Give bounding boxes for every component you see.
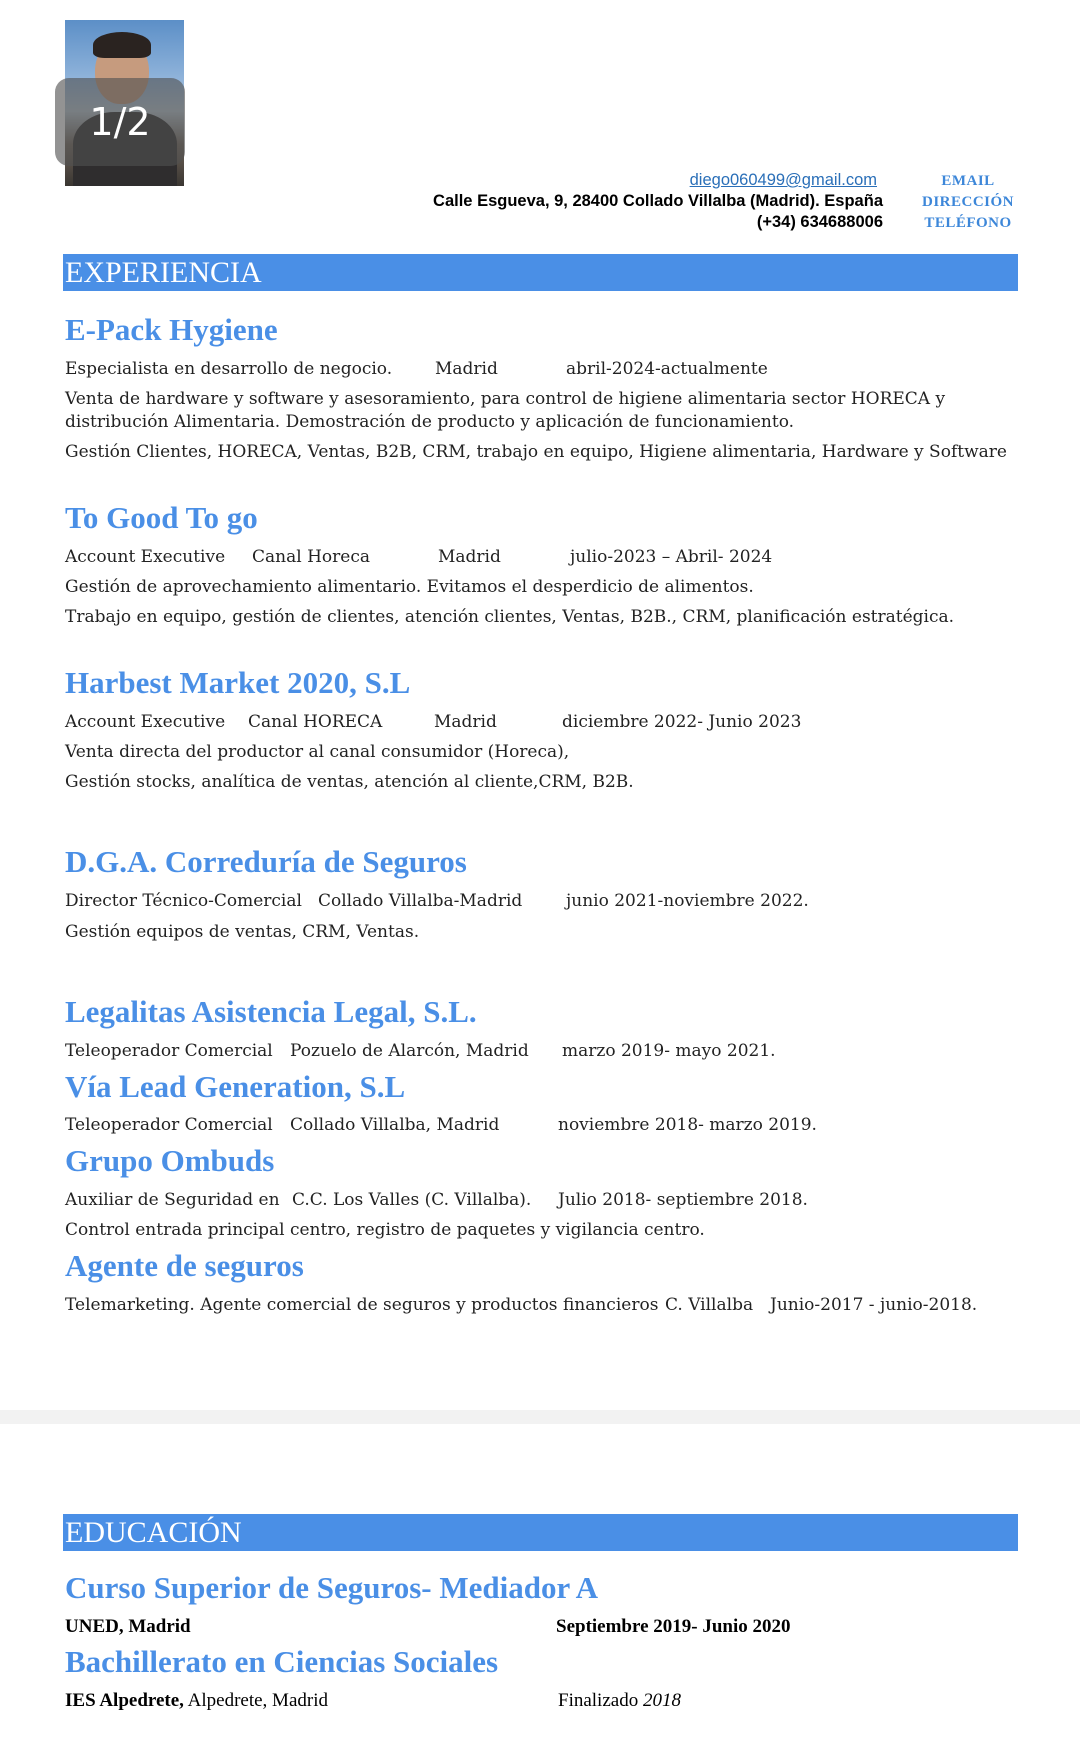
- phone-label: TELÉFONO: [924, 215, 1012, 231]
- phone-value: (+34) 634688006: [756, 213, 883, 231]
- job-location: Collado Villalba-Madrid: [318, 891, 523, 911]
- education-institution: IES Alpedrete,: [65, 1690, 184, 1711]
- email-label: EMAIL: [941, 173, 995, 189]
- education-place: Alpedrete, Madrid: [187, 1690, 328, 1711]
- job-description: Gestión de aprovechamiento alimentario. Evitamos el desperdicio de alimentos.: [65, 577, 754, 597]
- job-dates: noviembre 2018- marzo 2019.: [558, 1115, 817, 1135]
- education-dates: Septiembre 2019- Junio 2020: [556, 1616, 791, 1637]
- job-dates: junio 2021-noviembre 2022.: [566, 891, 809, 911]
- job-title: To Good To go: [65, 500, 258, 535]
- address-value: Calle Esgueva, 9, 28400 Collado Villalba (Madrid). España: [433, 192, 883, 210]
- job-description: Venta directa del productor al canal consumidor (Horeca),: [65, 742, 570, 762]
- job-role: Director Técnico-Comercial: [65, 891, 302, 911]
- job-title: Harbest Market 2020, S.L: [65, 665, 411, 700]
- job-role: Telemarketing. Agente comercial de seguros y productos financieros: [65, 1295, 659, 1315]
- job-location: Madrid: [438, 547, 501, 567]
- job-title: Agente de seguros: [65, 1248, 304, 1283]
- page-2: [0, 1424, 1080, 1762]
- job-dates: Julio 2018- septiembre 2018.: [558, 1190, 808, 1210]
- contact-values: [433, 170, 883, 233]
- job-skills: Gestión stocks, analítica de ventas, atención al cliente,CRM, B2B.: [65, 772, 634, 792]
- education-title: Bachillerato en Ciencias Sociales: [65, 1644, 499, 1679]
- email-link[interactable]: diego060499@gmail.com: [689, 171, 877, 189]
- job-skills: Gestión equipos de ventas, CRM, Ventas.: [65, 922, 420, 942]
- job-channel: Canal HORECA: [248, 712, 383, 732]
- job-role: Teleoperador Comercial: [65, 1115, 273, 1135]
- job-location: C. Villalba: [665, 1295, 754, 1315]
- address-label: DIRECCIÓN: [921, 194, 1014, 210]
- job-role: Especialista en desarrollo de negocio.: [65, 359, 393, 379]
- job-dates: abril-2024-actualmente: [566, 359, 768, 379]
- job-skills: Trabajo en equipo, gestión de clientes, atención clientes, Ventas, B2B., CRM, planificación estratégica.: [65, 607, 955, 627]
- job-location: Pozuelo de Alarcón, Madrid: [290, 1041, 529, 1061]
- job-dates: diciembre 2022- Junio 2023: [562, 712, 802, 732]
- job-role: Account Executive: [65, 547, 226, 567]
- job-title: D.G.A. Correduría de Seguros: [65, 844, 467, 879]
- job-dates: Junio-2017 - junio-2018.: [770, 1295, 978, 1315]
- education-year: 2018: [642, 1690, 681, 1711]
- job-title: Grupo Ombuds: [65, 1143, 275, 1178]
- job-title: Vía Lead Generation, S.L: [65, 1069, 406, 1104]
- job-location: Madrid: [435, 359, 498, 379]
- job-location: C.C. Los Valles (C. Villalba).: [292, 1190, 532, 1210]
- job-skills: Gestión Clientes, HORECA, Ventas, B2B, CRM, trabajo en equipo, Higiene alimentaria, Hardware y Software: [65, 442, 1007, 462]
- education-status: Finalizado: [558, 1690, 639, 1711]
- job-role: Auxiliar de Seguridad en: [65, 1190, 280, 1210]
- job-role: Teleoperador Comercial: [65, 1041, 273, 1061]
- job-dates: marzo 2019- mayo 2021.: [562, 1041, 776, 1061]
- job-description: Venta de hardware y software y asesoramiento, para control de higiene alimentaria sector HORECA y: [65, 389, 946, 409]
- job-location: Madrid: [434, 712, 497, 732]
- job-channel: Canal Horeca: [252, 547, 370, 567]
- job-description: Control entrada principal centro, registro de paquetes y vigilancia centro.: [65, 1220, 705, 1240]
- contact-labels: [908, 171, 1028, 234]
- page-indicator: 1/2: [55, 78, 185, 166]
- education-institution: UNED, Madrid: [65, 1616, 191, 1637]
- job-title: Legalitas Asistencia Legal, S.L.: [65, 994, 477, 1029]
- job-dates: julio-2023 – Abril- 2024: [570, 547, 773, 567]
- job-description: distribución Alimentaria. Demostración de producto y aplicación de funcionamiento.: [65, 412, 795, 432]
- experience-heading: EXPERIENCIA: [63, 254, 1018, 291]
- education-title: Curso Superior de Seguros- Mediador A: [65, 1570, 599, 1605]
- job-title: E-Pack Hygiene: [65, 312, 278, 347]
- education-heading: EDUCACIÓN: [63, 1514, 1018, 1551]
- job-role: Account Executive: [65, 712, 226, 732]
- job-location: Collado Villalba, Madrid: [290, 1115, 500, 1135]
